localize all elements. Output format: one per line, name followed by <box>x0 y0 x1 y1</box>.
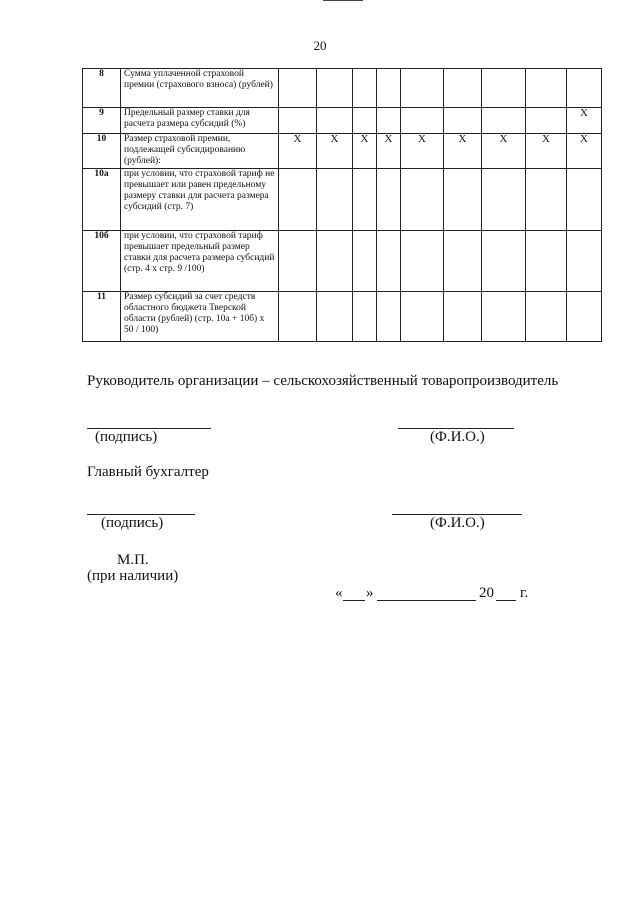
signature-label-1: (подпись) <box>95 429 158 445</box>
not-applicable-mark: X <box>567 108 602 134</box>
not-applicable-mark: X <box>444 134 482 169</box>
row-label: при условии, что страховой тариф превышает предельный размер ставки для расчета размера субсидий (стр. 4 х стр. 9 /100) <box>121 231 279 292</box>
data-cell <box>353 69 377 108</box>
accountant-title: Главный бухгалтер <box>87 464 209 480</box>
data-cell <box>279 169 317 231</box>
data-cell <box>444 169 482 231</box>
row-number: 9 <box>83 108 121 134</box>
row-number: 10а <box>83 169 121 231</box>
data-cell <box>401 108 444 134</box>
table-row <box>83 69 602 108</box>
page-number: 20 <box>313 38 327 53</box>
date-month-line <box>377 600 476 601</box>
signature-label-2: (подпись) <box>101 515 164 531</box>
data-cell <box>279 69 317 108</box>
data-cell <box>353 108 377 134</box>
data-cell <box>317 292 353 342</box>
top-edge-line <box>323 0 363 1</box>
data-cell <box>482 292 526 342</box>
data-cell <box>377 231 401 292</box>
not-applicable-mark: X <box>526 134 567 169</box>
data-cell <box>482 108 526 134</box>
data-cell <box>567 169 602 231</box>
data-cell <box>526 292 567 342</box>
data-cell <box>377 69 401 108</box>
data-cell <box>377 108 401 134</box>
subsidy-table <box>82 68 602 342</box>
data-cell <box>353 169 377 231</box>
data-cell <box>401 231 444 292</box>
date-year-suffix: г. <box>520 585 529 601</box>
data-cell <box>317 169 353 231</box>
data-cell <box>526 231 567 292</box>
row-number: 10б <box>83 231 121 292</box>
data-cell <box>279 292 317 342</box>
table-row <box>83 108 602 134</box>
not-applicable-mark: X <box>317 134 353 169</box>
not-applicable-mark: X <box>567 134 602 169</box>
stamp-note: (при наличии) <box>87 568 179 584</box>
data-cell <box>401 69 444 108</box>
data-cell <box>279 108 317 134</box>
table-row <box>83 292 602 342</box>
data-cell <box>567 231 602 292</box>
data-cell <box>317 69 353 108</box>
not-applicable-mark: X <box>377 134 401 169</box>
data-cell <box>482 69 526 108</box>
fio-label-1: (Ф.И.О.) <box>430 429 485 445</box>
data-cell <box>526 69 567 108</box>
date-day-line <box>343 600 365 601</box>
row-number: 8 <box>83 69 121 108</box>
data-cell <box>444 108 482 134</box>
data-cell <box>401 169 444 231</box>
data-cell <box>353 231 377 292</box>
row-label: Предельный размер ставки для расчета размера субсидий (%) <box>121 108 279 134</box>
data-cell <box>567 292 602 342</box>
data-cell <box>317 231 353 292</box>
date-year-prefix: 20 <box>479 585 494 601</box>
date-year-line <box>496 600 516 601</box>
date-open-quote: « <box>335 585 343 601</box>
data-cell <box>317 108 353 134</box>
stamp-label: М.П. <box>117 552 149 568</box>
data-cell <box>279 231 317 292</box>
table-row <box>83 231 602 292</box>
data-cell <box>377 169 401 231</box>
data-cell <box>444 69 482 108</box>
data-cell <box>526 169 567 231</box>
data-cell <box>444 231 482 292</box>
not-applicable-mark: X <box>353 134 377 169</box>
not-applicable-mark: X <box>279 134 317 169</box>
data-cell <box>444 292 482 342</box>
row-label: Размер субсидий за счет средств областного бюджета Тверской области (рублей) (стр. 10а + 10б) х 50 / 100) <box>121 292 279 342</box>
data-cell <box>353 292 377 342</box>
date-close-quote: » <box>366 585 374 601</box>
data-cell <box>526 108 567 134</box>
not-applicable-mark: X <box>482 134 526 169</box>
data-cell <box>482 231 526 292</box>
row-label: Сумма уплаченной страховой премии (страхового взноса) (рублей) <box>121 69 279 108</box>
fio-label-2: (Ф.И.О.) <box>430 515 485 531</box>
row-label: при условии, что страховой тариф не превышает или равен предельному размеру ставки для расчета размера субсидий (стр. 7) <box>121 169 279 231</box>
data-cell <box>567 69 602 108</box>
row-label: Размер страховой премии, подлежащей субсидированию (рублей): <box>121 134 279 169</box>
row-number: 11 <box>83 292 121 342</box>
data-cell <box>377 292 401 342</box>
table-row <box>83 134 602 169</box>
data-cell <box>482 169 526 231</box>
data-cell <box>401 292 444 342</box>
row-number: 10 <box>83 134 121 169</box>
head-title: Руководитель организации – сельскохозяйственный товаропроизводитель <box>87 373 559 389</box>
table-row <box>83 169 602 231</box>
not-applicable-mark: X <box>401 134 444 169</box>
